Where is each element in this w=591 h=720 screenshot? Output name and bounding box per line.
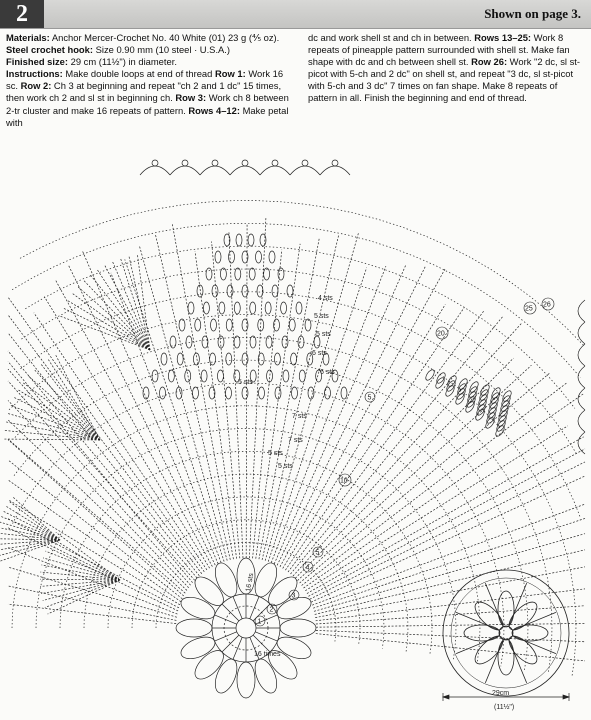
fan-chain [45, 580, 120, 607]
pineapple-loop [170, 336, 176, 348]
pineapple-loop [267, 370, 273, 382]
fan-chain [84, 280, 150, 350]
radial-chain [8, 586, 176, 620]
pineapple-loop [201, 370, 207, 382]
medallion-spoke [250, 597, 259, 619]
radial-chain [265, 232, 359, 561]
picot [152, 160, 158, 166]
finished-size-line: Finished size: 29 cm (11½") in diameter. [6, 56, 177, 68]
shown-on-page: Shown on page 3. [484, 6, 581, 21]
pineapple-loop [229, 251, 235, 263]
thumbnail-pineapple [505, 598, 542, 635]
scallop-edge [260, 166, 290, 175]
radial-chain [8, 351, 197, 578]
scallop-edge [170, 166, 200, 175]
pineapple-loop [177, 353, 183, 365]
medallion-spoke [222, 604, 239, 621]
radial-chain [262, 235, 339, 560]
fan-chain [4, 439, 100, 440]
row-number-markers [255, 298, 554, 626]
pineapple-loop [275, 387, 281, 399]
pineapple-loop [283, 370, 289, 382]
row-number-20: 20 [437, 330, 445, 338]
picot [212, 160, 218, 166]
medallion-spoke [215, 615, 237, 624]
pineapple-loop [215, 251, 221, 263]
radial-chain [271, 266, 386, 563]
thumbnail-pineapple [498, 591, 514, 627]
fan-chain [28, 376, 100, 440]
radial-chain [140, 247, 228, 561]
pineapple-loop [226, 387, 232, 399]
radial-chain [8, 604, 176, 623]
thumbnail-pineapple [471, 598, 508, 635]
scallop-edge [200, 166, 230, 175]
pineapple-loop [325, 387, 331, 399]
row-number-5: 5 [367, 394, 372, 402]
pineapple-loop [234, 336, 240, 348]
fan-chain [56, 532, 120, 580]
radial-chain [8, 361, 193, 582]
thumbnail-pineapple [505, 632, 542, 669]
pineapple-loop [274, 353, 280, 365]
fan-chain [0, 540, 60, 544]
pineapple-loop [258, 319, 264, 331]
row-arc [20, 201, 584, 346]
petal [274, 633, 314, 663]
fan-chain [6, 506, 60, 540]
petal [237, 662, 255, 698]
pineapple-loop [242, 319, 248, 331]
label-16-sts: 16 sts [245, 572, 256, 593]
pineapple-loop [266, 336, 272, 348]
pineapple-loop [227, 285, 233, 297]
fan-chain [41, 580, 120, 594]
scallop-edge [578, 410, 585, 432]
pineapple-loop [161, 353, 167, 365]
medallion-spoke [233, 597, 242, 619]
medallion-spoke [255, 632, 277, 641]
pineapple-loop [193, 353, 199, 365]
radial-chain [315, 567, 585, 618]
row-number-4: 4 [305, 564, 310, 572]
instructions-continued: dc and work shell st and ch in between. Rows 13–25: Work 8 repeats of pineapple pattern surrounded with shell st. Make fan shape with dc and ch between shell st. Row 26: Work "2 dc, sl st-picot with 5-ch and 2 dc" on shell st, and repeat "3 dc, sl st-picot with 5-ch and 3 dc" 7 times on fan shape. Make 8 repeats of pattern in all. Finish the beginning and end of thread. [308, 32, 581, 104]
thumbnail-divider [485, 583, 503, 625]
thumbnail-divider [509, 583, 527, 625]
petal [176, 619, 212, 637]
row-number-1: 1 [257, 618, 262, 626]
radial-chain [8, 440, 184, 596]
petal [211, 560, 241, 600]
label-5-sts: 5 sts [316, 331, 331, 338]
fan-chain [13, 497, 60, 540]
radial-chain [8, 420, 187, 591]
petal [251, 560, 281, 600]
pineapple-loop [250, 336, 256, 348]
radial-chain [316, 606, 585, 624]
pineapple-loop [299, 370, 305, 382]
fan-chain [56, 355, 100, 440]
pineapple-loop [188, 302, 194, 314]
label-6-sts: 6 sts [312, 350, 327, 357]
radial-chain [111, 273, 221, 563]
label-5-sts: 5 sts [268, 450, 283, 457]
row-number-10: 10 [340, 477, 348, 485]
fan-chain [23, 383, 100, 440]
row-arc [108, 497, 384, 649]
pineapple-loop [259, 387, 265, 399]
radial-chain [8, 400, 189, 587]
label-16-times: 16 times [254, 651, 281, 658]
radial-chain [8, 528, 178, 611]
pineapple-loop [292, 387, 298, 399]
pineapple-loop [296, 302, 302, 314]
petal [178, 593, 218, 623]
pineapple-loop [212, 285, 218, 297]
radial-chain [8, 297, 204, 572]
fan-chain [9, 501, 60, 540]
thumbnail-divider [485, 640, 503, 682]
finished-doily-thumbnail [443, 570, 569, 696]
pineapple-loop [242, 251, 248, 263]
picot [302, 160, 308, 166]
label-5-sts: 5 sts [238, 379, 253, 386]
petal [178, 633, 218, 663]
center-ring [236, 618, 256, 638]
pineapple-loop [160, 387, 166, 399]
pineapple-loop [291, 353, 297, 365]
label-5-sts: 5 sts [314, 313, 329, 320]
pineapple-loop [269, 251, 275, 263]
row-number-5: 5 [315, 549, 320, 557]
materials-line: Materials: Anchor Mercer-Crochet No. 40 White (01) 23 g (⅘ oz). [6, 32, 280, 43]
dimension-cm: 29cm [492, 690, 510, 697]
picot [242, 160, 248, 166]
scallop-edge [140, 166, 170, 175]
pineapple-loop [249, 268, 255, 280]
pineapple-loop [242, 353, 248, 365]
radial-chain [268, 268, 366, 562]
petal [280, 619, 316, 637]
scallop-edge [578, 388, 585, 410]
radial-chain [8, 567, 177, 617]
pineapple-loop [281, 302, 287, 314]
radial-chain [82, 250, 218, 564]
pineapple-loop [226, 353, 232, 365]
fan-chain [97, 270, 150, 350]
label-5-sts: 5 sts [278, 463, 293, 470]
radial-chain [305, 449, 585, 596]
picot [332, 160, 338, 166]
radial-chain [8, 381, 191, 585]
pineapple-loop [236, 234, 242, 246]
fan-chain [0, 527, 60, 540]
label-4-sts: 4 sts [318, 295, 333, 302]
thumbnail-divider [513, 636, 555, 654]
pineapple-loop [186, 336, 192, 348]
pineapple-loop [202, 336, 208, 348]
scallop-edge [578, 322, 585, 344]
pineapple-loop [305, 319, 311, 331]
pineapple-loop [226, 319, 232, 331]
label-7-sts: 7 sts [288, 437, 303, 444]
radial-chain [8, 480, 181, 602]
row-arc [21, 269, 577, 455]
label-6-sts: 6 sts [320, 369, 335, 376]
row-arc [14, 360, 528, 670]
fan-chain [40, 572, 120, 580]
fan-chain [41, 364, 100, 440]
radial-chain [293, 322, 522, 576]
scallop-edge [230, 166, 260, 175]
medallion-spoke [215, 632, 237, 641]
label-7-sts: 7 sts [292, 413, 307, 420]
instructions-paragraph: Instructions: Make double loops at end of thread Row 1: Work 16 sc. Row 2: Ch 3 at beginning and repeat "ch 2 and 1 dc" 15 times, then work ch 2 and sl st in beginning ch. Row 3: Work ch 8 between 2-tr cluster and make 16 repeats of pattern. Rows 4–12: Make petal with [6, 68, 289, 128]
thumbnail-pineapple [464, 625, 500, 641]
fan-chain [45, 551, 120, 580]
dimension-inch: (11½") [494, 704, 515, 711]
pineapple-loop [282, 336, 288, 348]
picot [182, 160, 188, 166]
pineapple-loop [217, 370, 223, 382]
stitch-diagram [0, 160, 585, 698]
pineapple-loop [179, 319, 185, 331]
radial-chain [44, 297, 209, 569]
pineapple-loop [210, 353, 216, 365]
thumbnail-divider [513, 612, 555, 630]
radial-chain [195, 251, 237, 558]
fan-chain [48, 544, 120, 580]
thumbnail-pineapple [512, 625, 548, 641]
radial-chain [246, 224, 247, 558]
row-arc [36, 429, 456, 660]
row-arc [12, 406, 480, 663]
pineapple-loop [211, 319, 217, 331]
pineapple-loop [287, 285, 293, 297]
pineapple-loop [278, 268, 284, 280]
thumbnail-divider [509, 640, 527, 682]
row-number-25: 25 [525, 305, 533, 313]
pineapple-loop [341, 387, 347, 399]
radial-chain [8, 315, 202, 574]
pineapple-loop [235, 268, 241, 280]
radial-chain [305, 426, 567, 591]
pineapple-loop [203, 302, 209, 314]
radial-chain [304, 393, 585, 588]
petal [211, 656, 241, 696]
fan-chain [43, 580, 120, 601]
pattern-number: 2 [0, 0, 44, 28]
pineapple-loop [248, 234, 254, 246]
radial-chain [8, 548, 177, 614]
hook-line: Steel crochet hook: Size 0.90 mm (10 steel · U.S.A.) [6, 44, 231, 56]
radial-chain [307, 437, 584, 594]
scallop-edge [578, 300, 585, 322]
row-number-2: 2 [269, 606, 274, 614]
row-arc [84, 474, 408, 652]
pineapple-loop [168, 370, 174, 382]
pineapple-loop [424, 368, 436, 381]
pineapple-loop [289, 319, 295, 331]
row-number-26: 26 [543, 301, 551, 309]
pineapple-loop [256, 251, 262, 263]
pineapple-loop [152, 370, 158, 382]
radial-chain [8, 519, 179, 608]
picot [272, 160, 278, 166]
scallop-edge [578, 366, 585, 388]
pineapple-loop [219, 302, 225, 314]
row-number-3: 3 [291, 592, 296, 600]
scallop-edge [578, 344, 585, 366]
fan-chain [4, 430, 100, 440]
medallion-spoke [222, 635, 239, 652]
pineapple-loop [242, 387, 248, 399]
row-arc [12, 223, 580, 377]
medallion-spoke [233, 637, 242, 659]
pineapple-loop [250, 302, 256, 314]
pineapple-loop [265, 302, 271, 314]
pineapple-loop [195, 319, 201, 331]
pineapple-loop [206, 268, 212, 280]
thumbnail-divider [456, 636, 498, 654]
petal [251, 656, 281, 696]
radial-chain [8, 500, 180, 605]
medallion-spoke [253, 635, 270, 652]
radial-chain [300, 373, 550, 583]
fan-chain [41, 565, 120, 580]
radial-chain [212, 242, 240, 559]
fan-chain [105, 265, 150, 350]
pineapple-loop [272, 285, 278, 297]
thumbnail-divider [456, 612, 498, 630]
scallop-edge [290, 166, 320, 175]
radial-chain [316, 623, 585, 627]
thumbnail-pineapple [498, 639, 514, 675]
scallop-edge [578, 432, 585, 454]
pineapple-loop [193, 387, 199, 399]
radial-chain [316, 630, 585, 641]
scallop-edge [320, 166, 350, 175]
pineapple-loop [234, 302, 240, 314]
radial-chain [172, 223, 233, 559]
pineapple-loop [176, 387, 182, 399]
